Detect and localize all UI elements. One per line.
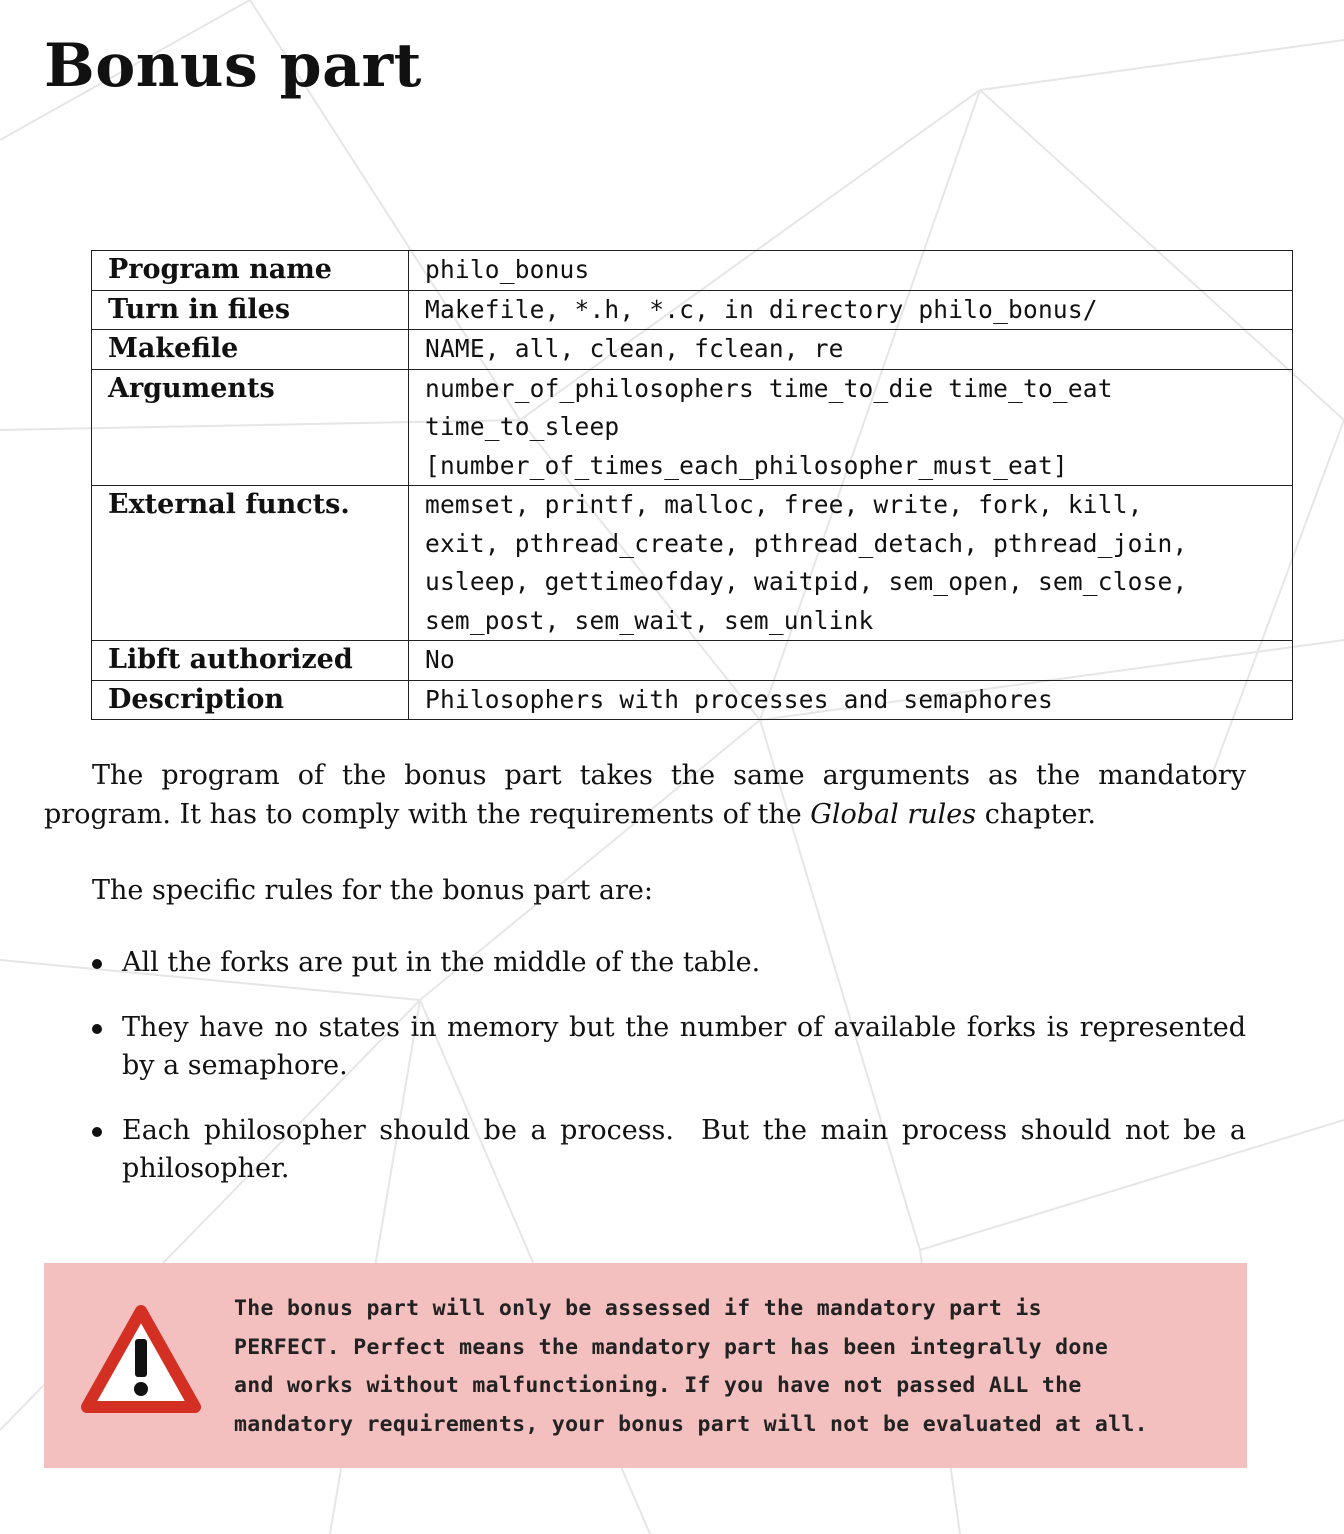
bullet-icon [92, 1127, 102, 1137]
program-spec-table [91, 250, 1293, 720]
spec-value [409, 251, 1293, 291]
global-rules-reference: Global rules [810, 799, 977, 830]
spec-value-line: usleep, gettimeofday, waitpid, sem_open, sem_close, [425, 567, 1188, 596]
spec-value-line: NAME, all, clean, fclean, re [425, 334, 844, 363]
spec-value-line: philo_bonus [425, 255, 590, 284]
spec-value-line: time_to_sleep [425, 412, 620, 441]
bullet-icon [92, 1024, 102, 1034]
spec-value-line: Makefile, *.h, *.c, in directory philo_bonus/ [425, 294, 1098, 324]
spec-key: Libft authorized [92, 641, 409, 681]
spec-row [92, 330, 1293, 370]
spec-value-line: memset, printf, malloc, free, write, fork, kill, [425, 490, 1143, 519]
spec-key: Arguments [92, 369, 409, 486]
spec-row [92, 290, 1293, 330]
rule-text: All the forks are put in the middle of the table. [122, 947, 761, 978]
spec-value-line: sem_post, sem_wait, sem_unlink [425, 605, 874, 635]
warning-box [44, 1263, 1247, 1468]
rule-text: They have no states in memory but the number of available forks is represented by a semaphore. [122, 1011, 1255, 1081]
spec-key: External functs. [92, 486, 409, 641]
spec-row [92, 369, 1293, 486]
spec-value-line: exit, pthread_create, pthread_detach, pthread_join, [425, 528, 1188, 558]
rule-item [90, 1009, 1255, 1086]
spec-value-line: No [425, 645, 455, 674]
spec-value [409, 290, 1293, 330]
spec-row [92, 680, 1293, 720]
intro-paragraph [44, 756, 1246, 834]
spec-value [409, 680, 1293, 720]
spec-value [409, 486, 1293, 641]
spec-key: Description [92, 680, 409, 720]
spec-value [409, 369, 1293, 486]
warning-text: The bonus part will only be assessed if the mandatory part is PERFECT. Perfect means the mandatory part has been integrally done and works without malfunctioning. If you have not passed ALL the mandatory requirements, your bonus part will not be evaluated at all. [234, 1296, 1148, 1437]
intro-text: The program of the bonus part takes the same arguments as the mandatory program. It has to comply with the requirements of the [44, 760, 1246, 830]
spec-value [409, 641, 1293, 681]
spec-row [92, 641, 1293, 681]
bullet-icon [92, 959, 102, 969]
page-title: Bonus part [44, 31, 422, 101]
spec-key: Program name [92, 251, 409, 291]
rule-text: Each philosopher should be a process. But the main process should not be a philosopher. [122, 1114, 1255, 1184]
spec-value-line: Philosophers with processes and semaphores [425, 684, 1053, 714]
spec-row [92, 486, 1293, 641]
rule-item [90, 944, 1246, 983]
spec-key: Turn in files [92, 290, 409, 330]
spec-value-line: number_of_philosophers time_to_die time_to_eat [425, 373, 1113, 403]
rules-heading-text: The specific rules for the bonus part are: [92, 875, 653, 906]
bonus-rules-list [90, 944, 1255, 1215]
rules-heading [44, 871, 1246, 910]
spec-value [409, 330, 1293, 370]
warning-triangle-icon [79, 1303, 203, 1415]
spec-value-line: [number_of_times_each_philosopher_must_eat] [425, 450, 1068, 480]
intro-text-end: chapter. [976, 799, 1096, 830]
spec-key: Makefile [92, 330, 409, 370]
rule-item [90, 1112, 1255, 1189]
spec-row [92, 251, 1293, 291]
